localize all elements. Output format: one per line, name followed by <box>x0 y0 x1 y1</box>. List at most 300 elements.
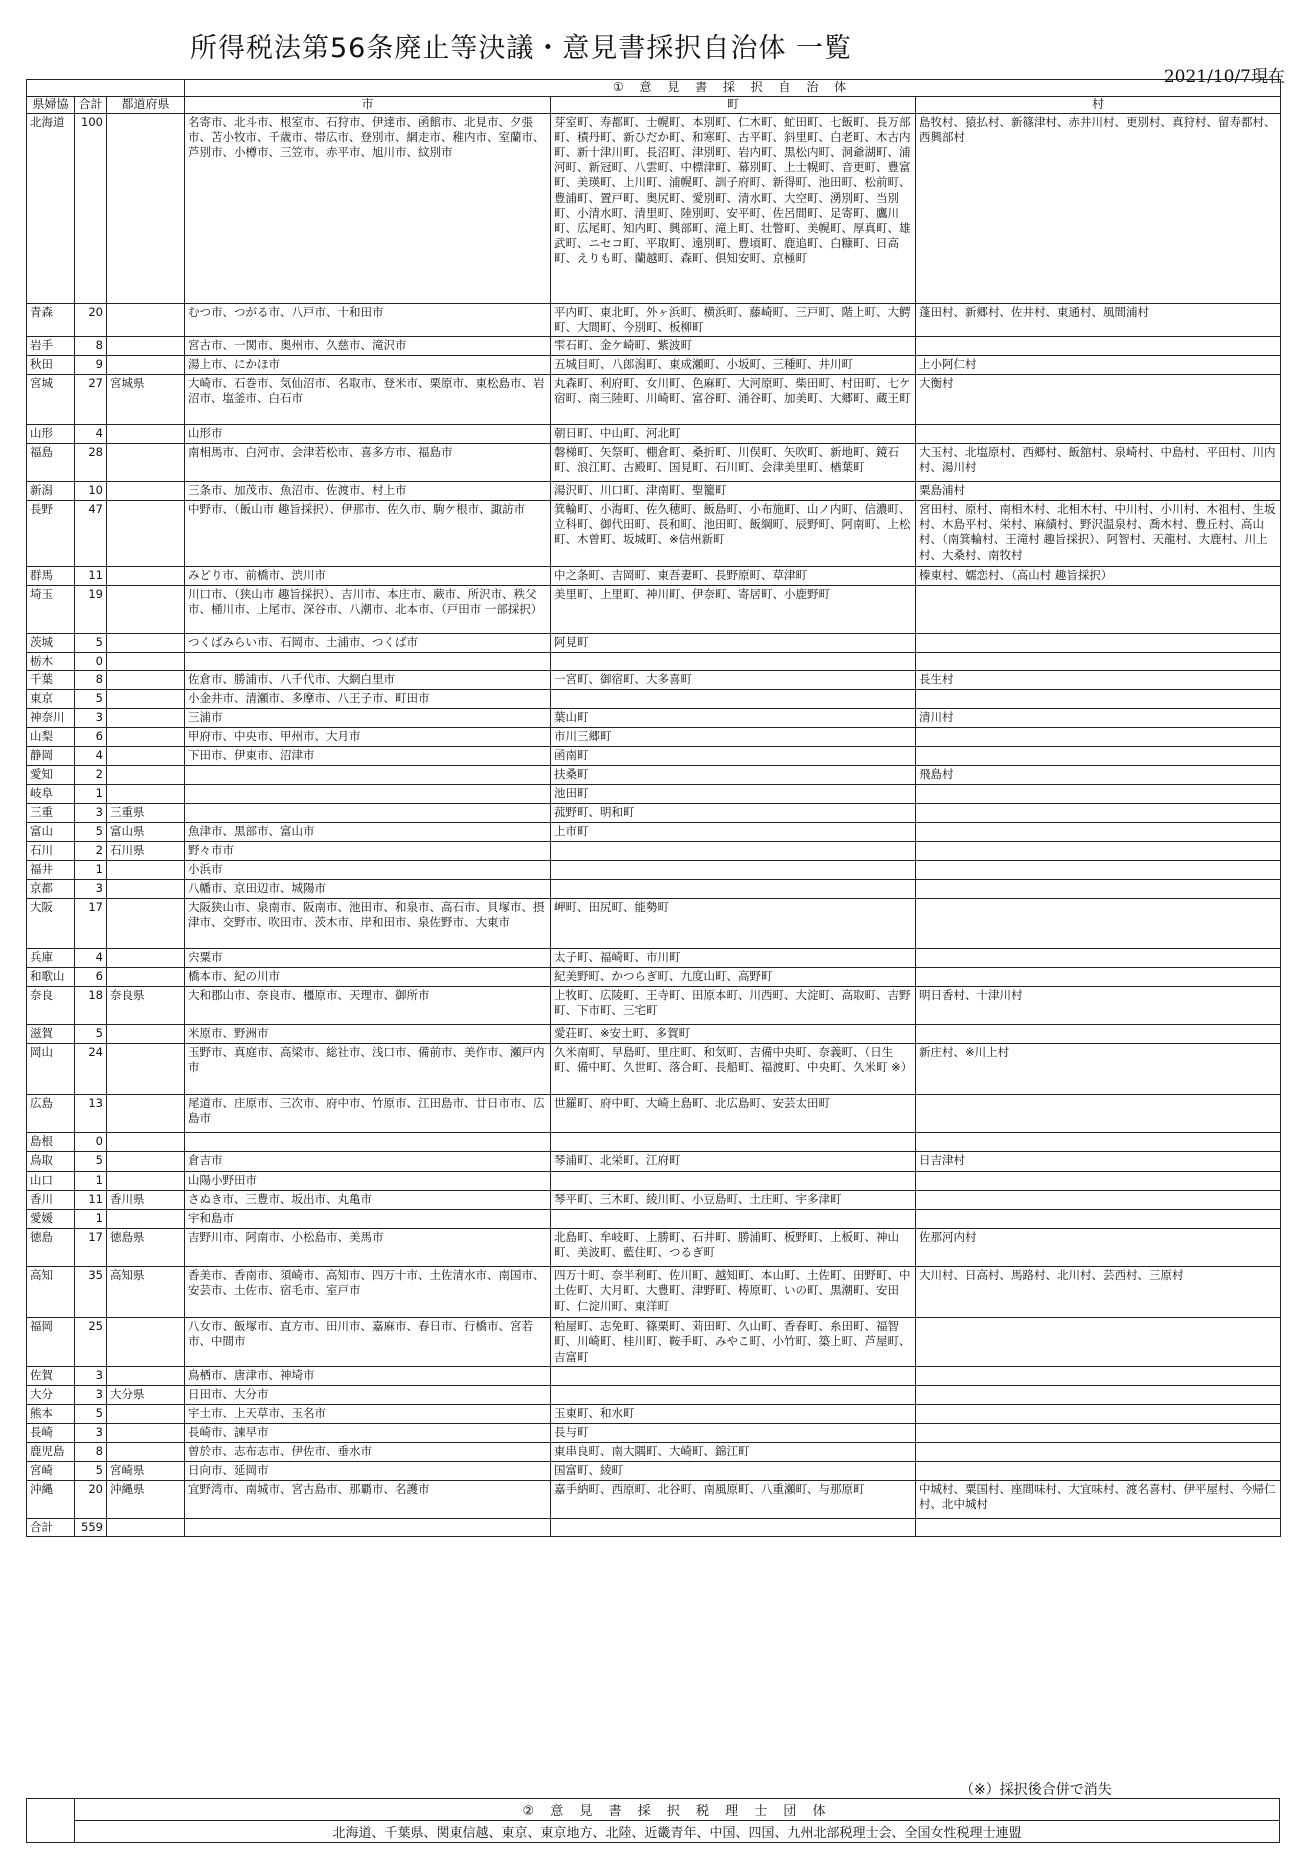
towns-cell: 葉山町 <box>551 709 916 728</box>
prefectural-assembly-cell <box>107 949 185 968</box>
towns-cell: 長与町 <box>551 1423 916 1442</box>
prefectural-assembly-cell <box>107 747 185 766</box>
col-machi: 町 <box>551 96 916 113</box>
towns-cell: 市川三郷町 <box>551 728 916 747</box>
cities-cell: 下田市、伊東市、沼津市 <box>185 747 551 766</box>
prefectural-assembly-cell <box>107 113 185 303</box>
pref-cell: 宮崎 <box>27 1461 75 1480</box>
villages-cell: 蓬田村、新郷村、佐井村、東通村、風間浦村 <box>916 303 1281 336</box>
cities-cell: 大和郡山市、奈良市、橿原市、天理市、御所市 <box>185 987 551 1025</box>
table-row <box>27 653 1281 671</box>
towns-cell: 琴平町、三木町、綾川町、小豆島町、土庄町、宇多津町 <box>551 1191 916 1210</box>
villages-cell <box>916 823 1281 842</box>
table-row <box>27 1044 1281 1095</box>
total-cell: 8 <box>75 671 107 690</box>
prefectural-assembly-cell <box>107 1404 185 1423</box>
towns-cell: 阿見町 <box>551 634 916 653</box>
total-cell: 3 <box>75 709 107 728</box>
total-cell: 35 <box>75 1267 107 1318</box>
total-cell: 1 <box>75 1210 107 1229</box>
prefectural-assembly-cell <box>107 1044 185 1095</box>
towns-cell: 四万十町、奈半利町、佐川町、越知町、本山町、土佐町、田野町、中土佐町、大月町、大豊町、津野町、梼原町、いの町、黒潮町、安田町、仁淀川町、東洋町 <box>551 1267 916 1318</box>
cities-cell: 中野市、（飯山市 趣旨採択）、伊那市、佐久市、駒ケ根市、諏訪市 <box>185 501 551 567</box>
towns-cell: 嘉手納町、西原町、北谷町、南風原町、八重瀬町、与那原町 <box>551 1480 916 1518</box>
prefectural-assembly-cell <box>107 653 185 671</box>
col-total: 合計 <box>75 96 107 113</box>
pref-cell: 鹿児島 <box>27 1442 75 1461</box>
pref-cell: 岐阜 <box>27 785 75 804</box>
towns-cell: 平内町、東北町、外ヶ浜町、横浜町、藤崎町、三戸町、階上町、大鰐町、大間町、今別町、板柳町 <box>551 303 916 336</box>
towns-cell <box>551 1133 916 1152</box>
total-cell: 0 <box>75 1133 107 1152</box>
cities-cell <box>185 804 551 823</box>
towns-cell: 玉東町、和水町 <box>551 1404 916 1423</box>
towns-cell: 岬町、田尻町、能勢町 <box>551 899 916 949</box>
towns-cell: 丸森町、利府町、女川町、色麻町、大河原町、柴田町、村田町、七ケ宿町、南三陸町、川崎町、富谷町、涌谷町、加美町、大郷町、蔵王町 <box>551 375 916 425</box>
pref-cell: 愛知 <box>27 766 75 785</box>
table-row <box>27 337 1281 356</box>
pref-cell: 山形 <box>27 425 75 444</box>
table-row <box>27 356 1281 375</box>
villages-cell: 大川村、日高村、馬路村、北川村、芸西村、三原村 <box>916 1267 1281 1318</box>
cities-cell <box>185 785 551 804</box>
villages-cell: 島牧村、猿払村、新篠津村、赤井川村、更別村、真狩村、留寿都村、西興部村 <box>916 113 1281 303</box>
pref-cell: 新潟 <box>27 482 75 501</box>
villages-cell <box>916 842 1281 861</box>
pref-cell: 宮城 <box>27 375 75 425</box>
cities-cell: 大崎市、石巻市、気仙沼市、名取市、登米市、栗原市、東松島市、岩沼市、塩釜市、白石市 <box>185 375 551 425</box>
pref-cell: 和歌山 <box>27 968 75 987</box>
table-row <box>27 1025 1281 1044</box>
prefectural-assembly-cell <box>107 1172 185 1191</box>
total-cell: 24 <box>75 1044 107 1095</box>
total-label: 合計 <box>27 1518 75 1536</box>
section1-heading: ① 意 見 書 採 択 自 治 体 <box>185 80 1281 97</box>
cities-cell: 曽於市、志布志市、伊佐市、垂水市 <box>185 1442 551 1461</box>
prefectural-assembly-cell: 徳島県 <box>107 1229 185 1267</box>
total-cell: 3 <box>75 1423 107 1442</box>
cities-cell: 玉野市、真庭市、高梁市、総社市、浅口市、備前市、美作市、瀬戸内市 <box>185 1044 551 1095</box>
prefectural-assembly-cell: 宮崎県 <box>107 1461 185 1480</box>
pref-cell: 東京 <box>27 690 75 709</box>
prefectural-assembly-cell <box>107 425 185 444</box>
total-cell: 11 <box>75 567 107 586</box>
total-cell: 8 <box>75 337 107 356</box>
table-row <box>27 861 1281 880</box>
total-cell: 3 <box>75 880 107 899</box>
total-cell: 5 <box>75 1404 107 1423</box>
cities-cell: 山形市 <box>185 425 551 444</box>
col-shi: 市 <box>185 96 551 113</box>
table-row <box>27 1210 1281 1229</box>
prefectural-assembly-cell <box>107 1442 185 1461</box>
towns-cell: 東串良町、南大隅町、大崎町、錦江町 <box>551 1442 916 1461</box>
table-row <box>27 1133 1281 1152</box>
cities-cell <box>185 653 551 671</box>
pref-cell: 青森 <box>27 303 75 336</box>
prefectural-assembly-cell <box>107 337 185 356</box>
prefectural-assembly-cell <box>107 690 185 709</box>
table-row <box>27 113 1281 303</box>
col-mura: 村 <box>916 96 1281 113</box>
cities-cell: 米原市、野洲市 <box>185 1025 551 1044</box>
pref-cell: 滋賀 <box>27 1025 75 1044</box>
table-row <box>27 1318 1281 1367</box>
total-cell: 18 <box>75 987 107 1025</box>
total-cell: 2 <box>75 842 107 861</box>
total-cell: 4 <box>75 425 107 444</box>
pref-cell: 大分 <box>27 1385 75 1404</box>
total-cell: 9 <box>75 356 107 375</box>
pref-cell: 山口 <box>27 1172 75 1191</box>
table-row <box>27 1442 1281 1461</box>
prefectural-assembly-cell <box>107 1423 185 1442</box>
total-cell: 100 <box>75 113 107 303</box>
total-cell: 20 <box>75 1480 107 1518</box>
section2-heading: ② 意 見 書 採 択 税 理 士 団 体 <box>75 1799 1280 1821</box>
villages-cell <box>916 1172 1281 1191</box>
total-cell: 5 <box>75 634 107 653</box>
villages-cell: 清川村 <box>916 709 1281 728</box>
table-row <box>27 501 1281 567</box>
prefectural-assembly-cell <box>107 728 185 747</box>
cities-cell: 野々市市 <box>185 842 551 861</box>
pref-cell: 熊本 <box>27 1404 75 1423</box>
prefectural-assembly-cell <box>107 1095 185 1133</box>
prefectural-assembly-cell: 奈良県 <box>107 987 185 1025</box>
cities-cell: 倉吉市 <box>185 1152 551 1172</box>
towns-cell: 世羅町、府中町、大崎上島町、北広島町、安芸太田町 <box>551 1095 916 1133</box>
prefectural-assembly-cell <box>107 968 185 987</box>
table-row <box>27 444 1281 482</box>
prefectural-assembly-cell <box>107 567 185 586</box>
prefectural-assembly-cell <box>107 1152 185 1172</box>
table-row <box>27 671 1281 690</box>
cities-cell: 橋本市、紀の川市 <box>185 968 551 987</box>
villages-cell: 飛島村 <box>916 766 1281 785</box>
cities-cell: 甲府市、中央市、甲州市、大月市 <box>185 728 551 747</box>
pref-cell: 北海道 <box>27 113 75 303</box>
villages-cell <box>916 653 1281 671</box>
prefectural-assembly-cell <box>107 586 185 634</box>
total-cell: 3 <box>75 804 107 823</box>
prefectural-assembly-cell: 三重県 <box>107 804 185 823</box>
table-row <box>27 1229 1281 1267</box>
table-row <box>27 1423 1281 1442</box>
table-row <box>27 842 1281 861</box>
total-cell: 8 <box>75 1442 107 1461</box>
total-cell: 1 <box>75 785 107 804</box>
table-row <box>27 690 1281 709</box>
towns-cell: 紀美野町、かつらぎ町、九度山町、高野町 <box>551 968 916 987</box>
pref-cell: 千葉 <box>27 671 75 690</box>
cities-cell <box>185 766 551 785</box>
villages-cell <box>916 949 1281 968</box>
prefectural-assembly-cell: 高知県 <box>107 1267 185 1318</box>
villages-cell: 明日香村、十津川村 <box>916 987 1281 1025</box>
pref-cell: 大阪 <box>27 899 75 949</box>
towns-cell <box>551 861 916 880</box>
tax-accountant-table <box>26 1798 1280 1843</box>
pref-cell: 秋田 <box>27 356 75 375</box>
villages-cell: 日吉津村 <box>916 1152 1281 1172</box>
as-of-date: 2021/10/7現在 <box>1163 67 1285 87</box>
table-row <box>27 1404 1281 1423</box>
villages-cell: 佐那河内村 <box>916 1229 1281 1267</box>
villages-cell <box>916 1133 1281 1152</box>
pref-cell: 三重 <box>27 804 75 823</box>
pref-cell: 岩手 <box>27 337 75 356</box>
cities-cell: 日田市、大分市 <box>185 1385 551 1404</box>
villages-cell: 榛東村、嬬恋村、（高山村 趣旨採択） <box>916 567 1281 586</box>
villages-cell: 上小阿仁村 <box>916 356 1281 375</box>
prefectural-assembly-cell <box>107 785 185 804</box>
villages-cell: 大衡村 <box>916 375 1281 425</box>
prefectural-assembly-cell: 石川県 <box>107 842 185 861</box>
total-cell: 0 <box>75 653 107 671</box>
villages-cell <box>916 861 1281 880</box>
col-pref: 県婦協 <box>27 96 75 113</box>
villages-cell <box>916 1095 1281 1133</box>
adoption-table <box>26 79 1281 1537</box>
prefectural-assembly-cell <box>107 482 185 501</box>
villages-cell <box>916 337 1281 356</box>
page-title: 所得税法第56条廃止等決議・意見書採択自治体 一覧 <box>190 33 852 64</box>
pref-cell: 富山 <box>27 823 75 842</box>
prefectural-assembly-cell: 沖縄県 <box>107 1480 185 1518</box>
pref-cell: 愛媛 <box>27 1210 75 1229</box>
total-cell: 20 <box>75 303 107 336</box>
towns-cell: 一宮町、御宿町、大多喜町 <box>551 671 916 690</box>
prefectural-assembly-cell <box>107 1366 185 1385</box>
cities-cell: 小浜市 <box>185 861 551 880</box>
pref-cell: 香川 <box>27 1191 75 1210</box>
table-row <box>27 709 1281 728</box>
towns-cell: 太子町、福崎町、市川町 <box>551 949 916 968</box>
pref-cell: 沖縄 <box>27 1480 75 1518</box>
cities-cell: 小金井市、清瀬市、多摩市、八王子市、町田市 <box>185 690 551 709</box>
villages-cell <box>916 1385 1281 1404</box>
villages-cell <box>916 1318 1281 1367</box>
col-todofuken: 都道府県 <box>107 96 185 113</box>
table-row <box>27 987 1281 1025</box>
towns-cell: 池田町 <box>551 785 916 804</box>
pref-cell: 広島 <box>27 1095 75 1133</box>
total-cell: 25 <box>75 1318 107 1367</box>
towns-cell <box>551 842 916 861</box>
prefectural-assembly-cell <box>107 634 185 653</box>
villages-cell <box>916 1025 1281 1044</box>
cities-cell: 宮古市、一関市、奥州市、久慈市、滝沢市 <box>185 337 551 356</box>
villages-cell <box>916 690 1281 709</box>
prefectural-assembly-cell: 富山県 <box>107 823 185 842</box>
table-row <box>27 1191 1281 1210</box>
table-row <box>27 949 1281 968</box>
table-row <box>27 785 1281 804</box>
towns-cell: 愛荘町、※安土町、多賀町 <box>551 1025 916 1044</box>
towns-cell <box>551 690 916 709</box>
villages-cell: 新庄村、※川上村 <box>916 1044 1281 1095</box>
towns-cell <box>551 1210 916 1229</box>
cities-cell: 宍粟市 <box>185 949 551 968</box>
pref-cell: 奈良 <box>27 987 75 1025</box>
pref-cell: 石川 <box>27 842 75 861</box>
pref-cell: 茨城 <box>27 634 75 653</box>
total-cell: 5 <box>75 1152 107 1172</box>
pref-cell: 兵庫 <box>27 949 75 968</box>
villages-cell <box>916 425 1281 444</box>
towns-cell: 磐梯町、矢祭町、棚倉町、桑折町、川俣町、矢吹町、新地町、鏡石町、浪江町、古殿町、国見町、石川町、会津美里町、楢葉町 <box>551 444 916 482</box>
total-cell: 3 <box>75 1385 107 1404</box>
table-row <box>27 1172 1281 1191</box>
table-row <box>27 747 1281 766</box>
total-cell: 4 <box>75 949 107 968</box>
pref-cell: 長崎 <box>27 1423 75 1442</box>
cities-cell: 湯上市、にかほ市 <box>185 356 551 375</box>
pref-cell: 島根 <box>27 1133 75 1152</box>
prefectural-assembly-cell: 大分県 <box>107 1385 185 1404</box>
total-cell: 2 <box>75 766 107 785</box>
table-row <box>27 804 1281 823</box>
cities-cell: 三条市、加茂市、魚沼市、佐渡市、村上市 <box>185 482 551 501</box>
table-row <box>27 634 1281 653</box>
cities-cell: 南相馬市、白河市、会津若松市、喜多方市、福島市 <box>185 444 551 482</box>
total-cell: 27 <box>75 375 107 425</box>
table-row <box>27 1366 1281 1385</box>
towns-cell: 国富町、綾町 <box>551 1461 916 1480</box>
cities-cell: 宇和島市 <box>185 1210 551 1229</box>
table-row <box>27 425 1281 444</box>
table-row <box>27 303 1281 336</box>
cities-cell: 川口市、（狭山市 趣旨採択）、吉川市、本庄市、蕨市、所沢市、秩父市、桶川市、上尾市、深谷市、八潮市、北本市、（戸田市 一部採択） <box>185 586 551 634</box>
table-row <box>27 880 1281 899</box>
pref-cell: 群馬 <box>27 567 75 586</box>
towns-cell: 扶桑町 <box>551 766 916 785</box>
towns-cell: 雫石町、金ケ崎町、紫波町 <box>551 337 916 356</box>
villages-cell <box>916 1191 1281 1210</box>
prefectural-assembly-cell <box>107 444 185 482</box>
cities-cell: 鳥栖市、唐津市、神埼市 <box>185 1366 551 1385</box>
cities-cell: さぬき市、三豊市、坂出市、丸亀市 <box>185 1191 551 1210</box>
total-cell: 13 <box>75 1095 107 1133</box>
cities-cell: 八女市、飯塚市、直方市、田川市、嘉麻市、春日市、行橋市、宮若市、中間市 <box>185 1318 551 1367</box>
table-row <box>27 766 1281 785</box>
table-row <box>27 567 1281 586</box>
villages-cell: 大玉村、北塩原村、西郷村、飯舘村、泉崎村、中島村、平田村、川内村、湯川村 <box>916 444 1281 482</box>
towns-cell <box>551 1172 916 1191</box>
pref-cell: 長野 <box>27 501 75 567</box>
table-row <box>27 1385 1281 1404</box>
table-row <box>27 375 1281 425</box>
cities-cell: つくばみらい市、石岡市、土浦市、つくば市 <box>185 634 551 653</box>
prefectural-assembly-cell: 香川県 <box>107 1191 185 1210</box>
villages-cell <box>916 968 1281 987</box>
pref-cell: 福岡 <box>27 1318 75 1367</box>
villages-cell <box>916 1423 1281 1442</box>
cities-cell: 香美市、香南市、須崎市、高知市、四万十市、土佐清水市、南国市、安芸市、土佐市、宿毛市、室戸市 <box>185 1267 551 1318</box>
total-cell: 4 <box>75 747 107 766</box>
cities-cell: 魚津市、黒部市、富山市 <box>185 823 551 842</box>
cities-cell: 三浦市 <box>185 709 551 728</box>
prefectural-assembly-cell: 宮城県 <box>107 375 185 425</box>
cities-cell: 日向市、延岡市 <box>185 1461 551 1480</box>
total-row <box>27 1518 1281 1536</box>
towns-cell: 美里町、上里町、神川町、伊奈町、寄居町、小鹿野町 <box>551 586 916 634</box>
table-row <box>27 968 1281 987</box>
section-header-row <box>27 80 1281 97</box>
prefectural-assembly-cell <box>107 861 185 880</box>
total-cell: 5 <box>75 690 107 709</box>
towns-cell: 菰野町、明和町 <box>551 804 916 823</box>
villages-cell <box>916 1461 1281 1480</box>
prefectural-assembly-cell <box>107 356 185 375</box>
prefectural-assembly-cell <box>107 1133 185 1152</box>
pref-cell: 静岡 <box>27 747 75 766</box>
pref-cell: 鳥取 <box>27 1152 75 1172</box>
towns-cell: 北島町、牟岐町、上勝町、石井町、勝浦町、板野町、上板町、神山町、美波町、藍住町、つるぎ町 <box>551 1229 916 1267</box>
cities-cell: 宜野湾市、南城市、宮古島市、那覇市、名護市 <box>185 1480 551 1518</box>
pref-cell: 佐賀 <box>27 1366 75 1385</box>
table-row <box>27 1095 1281 1133</box>
pref-cell: 山梨 <box>27 728 75 747</box>
pref-cell: 埼玉 <box>27 586 75 634</box>
pref-cell: 京都 <box>27 880 75 899</box>
prefectural-assembly-cell <box>107 766 185 785</box>
pref-cell: 栃木 <box>27 653 75 671</box>
villages-cell: 粟島浦村 <box>916 482 1281 501</box>
prefectural-assembly-cell <box>107 880 185 899</box>
cities-cell: 八幡市、京田辺市、城陽市 <box>185 880 551 899</box>
villages-cell <box>916 880 1281 899</box>
towns-cell: 朝日町、中山町、河北町 <box>551 425 916 444</box>
towns-cell: 箕輪町、小海町、佐久穂町、飯島町、小布施町、山ノ内町、信濃町、立科町、御代田町、長和町、池田町、飯綱町、辰野町、阿南町、上松町、木曽町、坂城町、※信州新町 <box>551 501 916 567</box>
column-header-row <box>27 96 1281 113</box>
total-cell: 19 <box>75 586 107 634</box>
towns-cell: 湯沢町、川口町、津南町、聖籠町 <box>551 482 916 501</box>
total-cell: 11 <box>75 1191 107 1210</box>
total-cell: 6 <box>75 968 107 987</box>
towns-cell: 琴浦町、北栄町、江府町 <box>551 1152 916 1172</box>
cities-cell: みどり市、前橋市、渋川市 <box>185 567 551 586</box>
villages-cell: 長生村 <box>916 671 1281 690</box>
total-cell: 5 <box>75 823 107 842</box>
total-cell: 3 <box>75 1366 107 1385</box>
total-cell: 10 <box>75 482 107 501</box>
cities-cell: 山陽小野田市 <box>185 1172 551 1191</box>
cities-cell: 宇土市、上天草市、玉名市 <box>185 1404 551 1423</box>
total-cell: 17 <box>75 1229 107 1267</box>
total-cell: 6 <box>75 728 107 747</box>
towns-cell: 芽室町、寿都町、士幌町、本別町、仁木町、虻田町、七飯町、長万部町、積丹町、新ひだか町、和寒町、古平町、斜里町、白老町、木古内町、新十津川町、長沼町、津別町、岩内町、黒松内町、洞爺湖町、浦河町、新冠町、八雲町、中標津町、幕別町、上士幌町、音更町、豊富町、美瑛町、上川町、浦幌町、訓子府町、新得町、池田町、松前町、豊浦町、置戸町、奥尻町、愛別町、清水町、大空町、湧別町、当別町、小清水町、清里町、陸別町、安平町、佐呂間町、足寄町、鷹川町、広尾町、知内町、興部町、滝上町、壮瞥町、美幌町、厚真町、雄武町、ニセコ町、平取町、遠別町、豊頃町、鹿追町、白糠町、日高町、えりも町、蘭越町、森町、倶知安町、京極町 <box>551 113 916 303</box>
table-row <box>27 1267 1281 1318</box>
villages-cell <box>916 1210 1281 1229</box>
total-cell: 1 <box>75 861 107 880</box>
total-cell: 47 <box>75 501 107 567</box>
cities-cell: 名寄市、北斗市、根室市、石狩市、伊達市、函館市、北見市、夕張市、苫小牧市、千歳市、帯広市、登別市、網走市、稚内市、室蘭市、芦別市、小樽市、三笠市、赤平市、旭川市、紋別市 <box>185 113 551 303</box>
table-row <box>27 1480 1281 1518</box>
pref-cell: 岡山 <box>27 1044 75 1095</box>
villages-cell <box>916 1442 1281 1461</box>
total-cell: 5 <box>75 1025 107 1044</box>
pref-cell: 神奈川 <box>27 709 75 728</box>
villages-cell: 中城村、粟国村、座間味村、大宜味村、渡名喜村、伊平屋村、今帰仁村、北中城村 <box>916 1480 1281 1518</box>
towns-cell: 中之条町、吉岡町、東吾妻町、長野原町、草津町 <box>551 567 916 586</box>
towns-cell: 函南町 <box>551 747 916 766</box>
table-row <box>27 586 1281 634</box>
villages-cell <box>916 634 1281 653</box>
total-cell: 17 <box>75 899 107 949</box>
towns-cell: 上牧町、広陵町、王寺町、田原本町、川西町、大淀町、高取町、吉野町、下市町、三宅町 <box>551 987 916 1025</box>
